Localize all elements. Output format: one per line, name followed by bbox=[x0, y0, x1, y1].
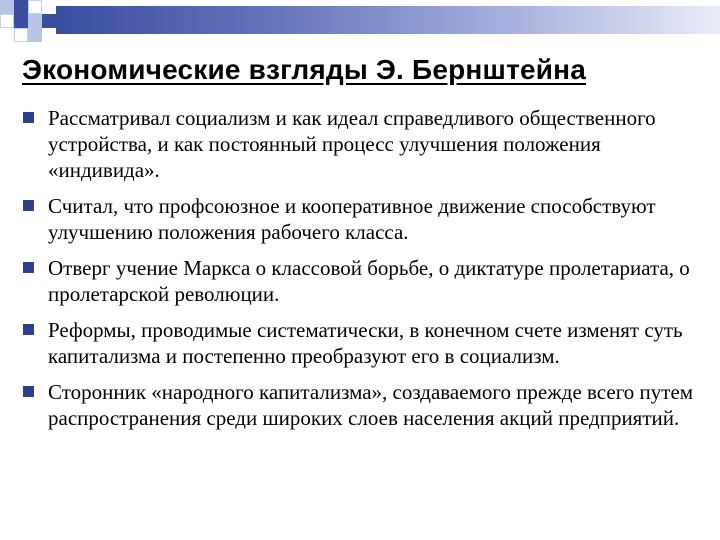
square-bullet-icon bbox=[23, 386, 34, 397]
square-bullet-icon bbox=[23, 112, 34, 123]
decor-square bbox=[28, 14, 42, 28]
decor-square bbox=[14, 28, 28, 42]
bullet-text: Рассматривал социализм и как идеал справедливого общественного устройства, и как постоянный процесс улучшения положения «индивида». bbox=[48, 106, 656, 182]
bullet-list bbox=[20, 105, 710, 441]
bullet-text: Сторонник «народного капитализма», создаваемого прежде всего путем распространения среди широких слоев населения акций предприятий. bbox=[48, 380, 694, 430]
slide-title: Экономические взгляды Э. Бернштейна bbox=[22, 54, 587, 85]
header-gradient-bar bbox=[56, 6, 720, 34]
bullet-item bbox=[20, 105, 710, 183]
bullet-item bbox=[20, 255, 710, 307]
square-bullet-icon bbox=[23, 262, 34, 273]
square-bullet-icon bbox=[23, 324, 34, 335]
decor-square bbox=[0, 0, 14, 14]
decor-square bbox=[42, 14, 56, 28]
decor-square bbox=[14, 0, 28, 14]
bullet-text: Отверг учение Маркса о классовой борьбе, о диктатуре пролетариата, о пролетарской революции. bbox=[48, 256, 690, 306]
square-bullet-icon bbox=[23, 200, 34, 211]
bullet-item bbox=[20, 317, 710, 369]
bullet-text: Реформы, проводимые систематически, в конечном счете изменят суть капитализма и постепенно преобразуют его в социализм. bbox=[48, 318, 683, 368]
bullet-item bbox=[20, 379, 710, 431]
bullet-text: Считал, что профсоюзное и кооперативное движение способствуют улучшению положения рабочего класса. bbox=[48, 194, 656, 244]
bullet-item bbox=[20, 193, 710, 245]
decor-square bbox=[28, 0, 42, 14]
decor-square bbox=[0, 14, 14, 28]
decor-square bbox=[14, 14, 28, 28]
decor-square bbox=[28, 28, 42, 42]
